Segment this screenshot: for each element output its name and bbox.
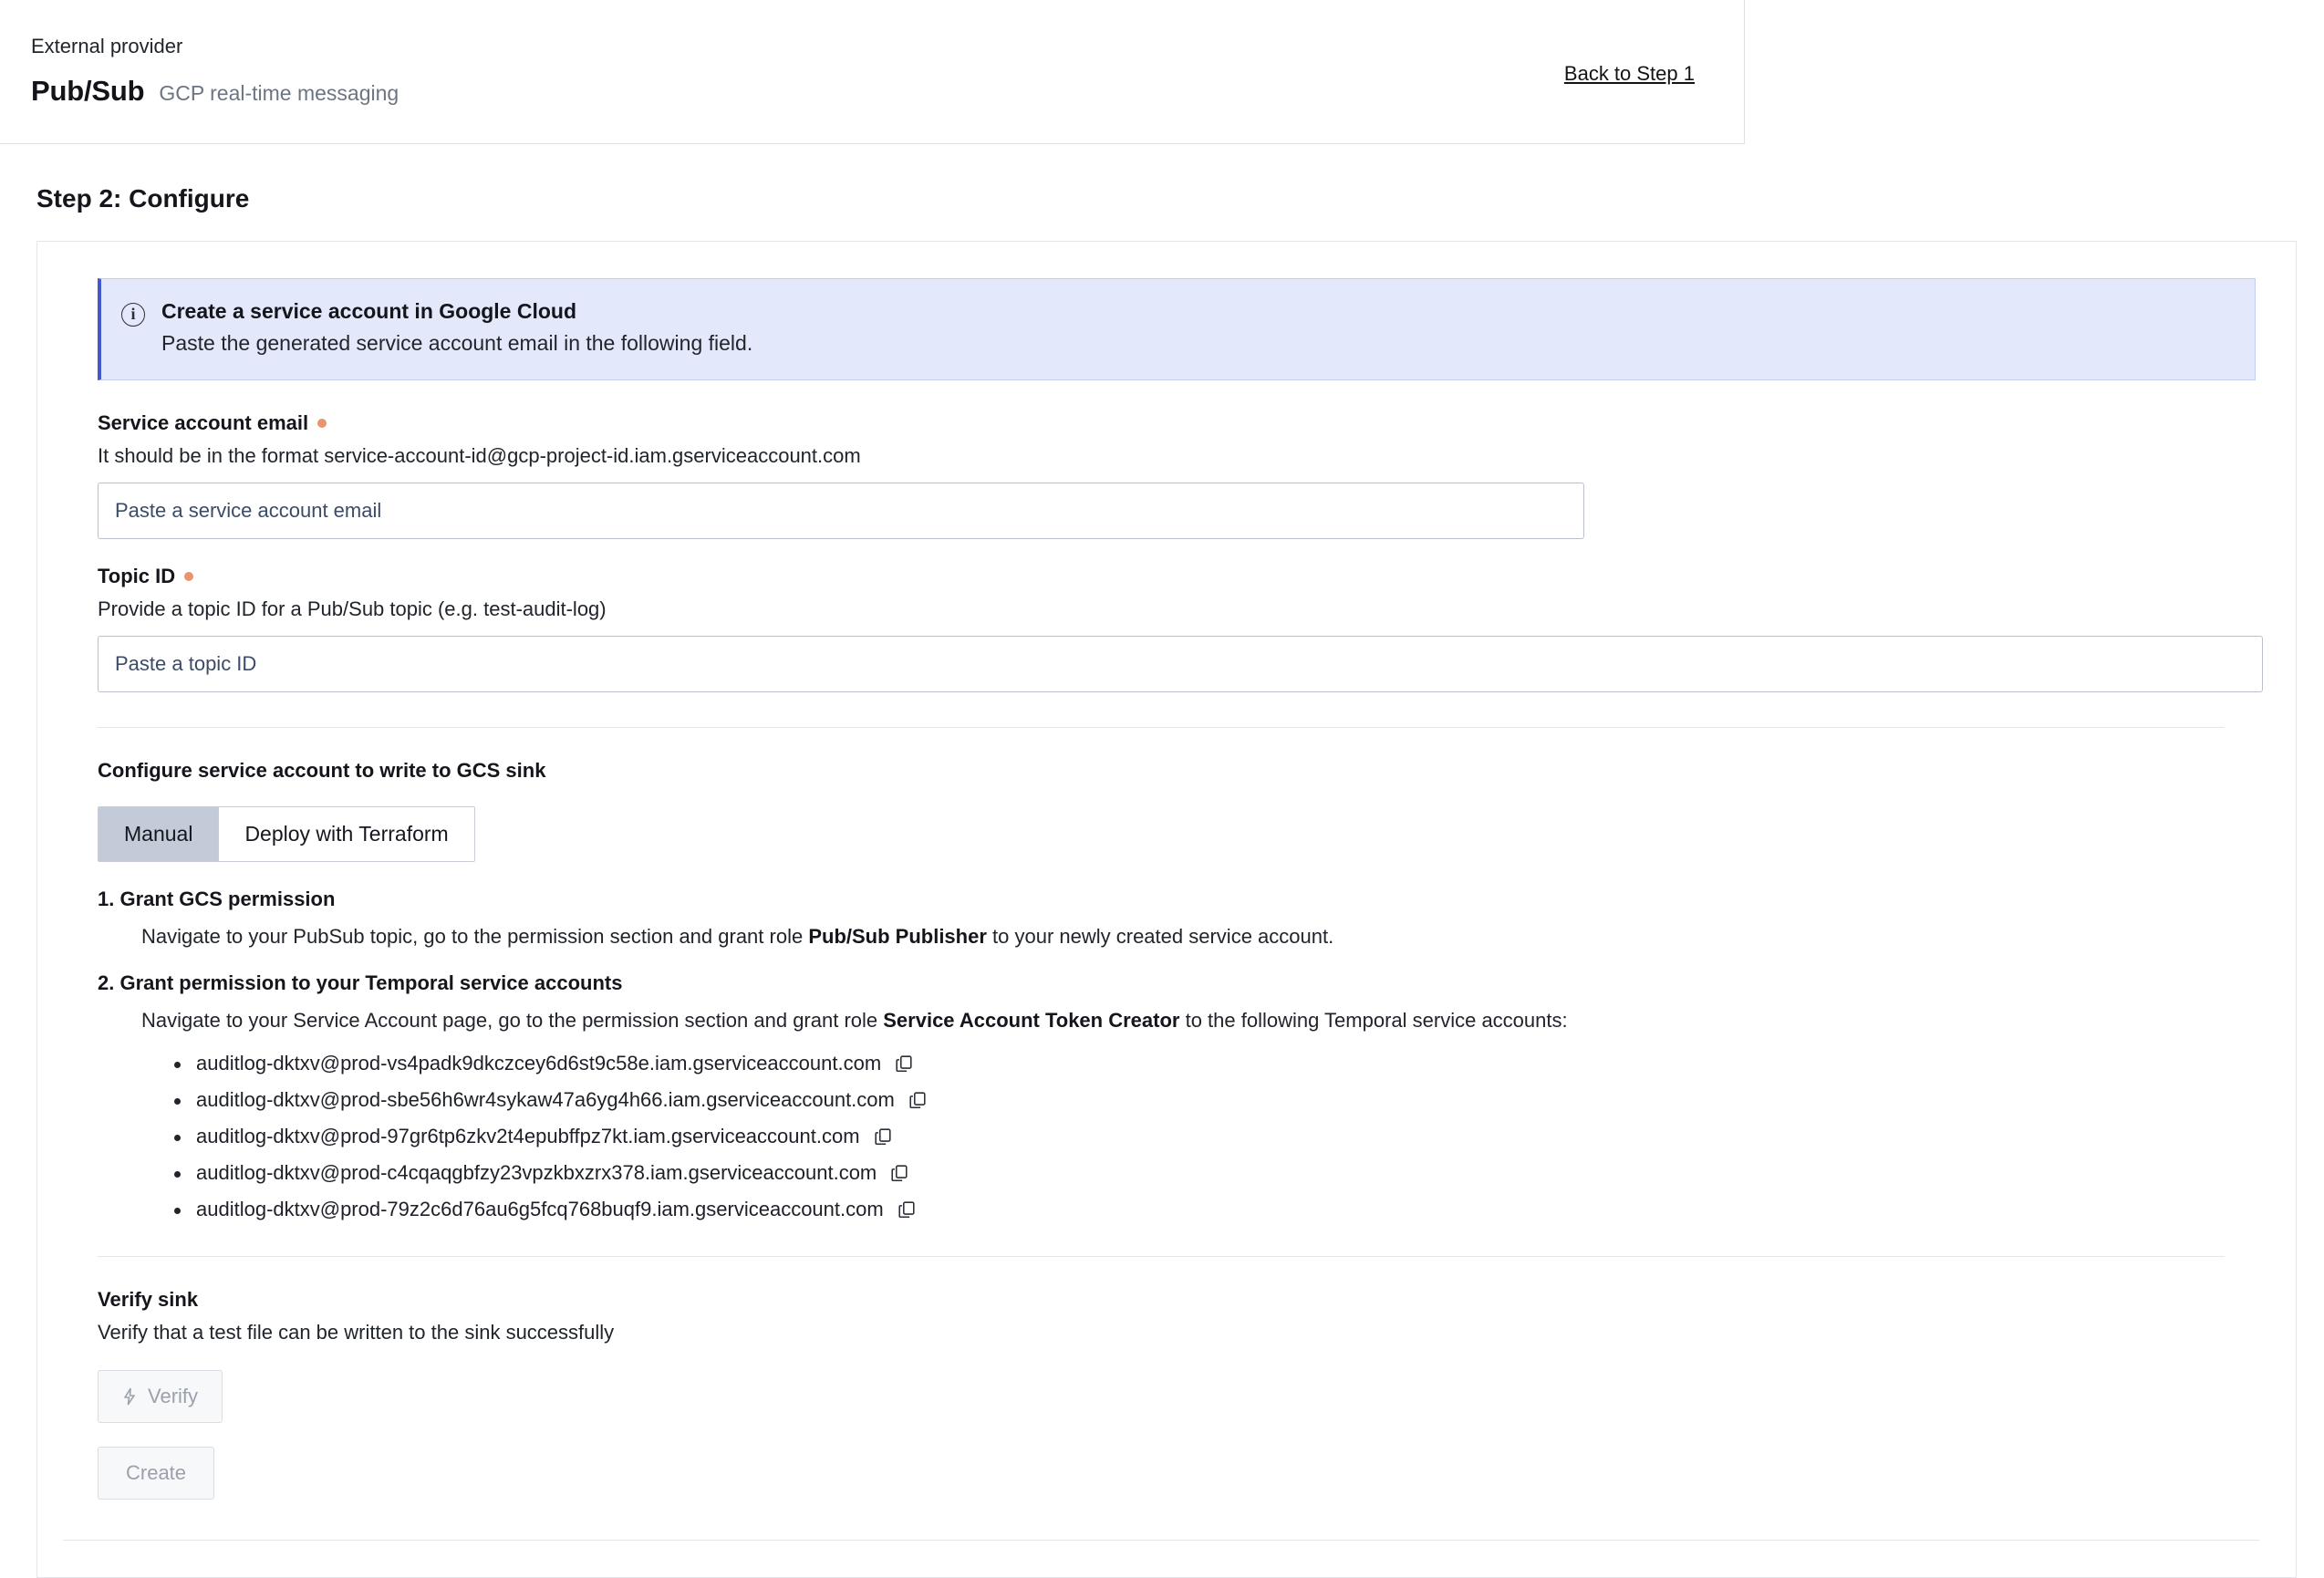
service-account-email-value: auditlog-dktxv@prod-97gr6tp6zkv2t4epubffpz7kt.iam.gserviceaccount.com (196, 1124, 860, 1147)
service-account-email-value: auditlog-dktxv@prod-79z2c6d76au6g5fcq768buqf9.iam.gserviceaccount.com (196, 1197, 884, 1220)
service-account-email-value: auditlog-dktxv@prod-c4cqaqgbfzy23vpzkbxzrx378.iam.gserviceaccount.com (196, 1160, 877, 1184)
temporal-service-accounts-list (172, 1052, 2259, 1221)
list-item (172, 1088, 2259, 1112)
list-item (172, 1125, 2259, 1148)
divider (98, 727, 2225, 728)
list-item (172, 1161, 2259, 1185)
required-dot-icon (317, 419, 327, 428)
topic-id-hint: Provide a topic ID for a Pub/Sub topic (e.g. test-audit-log) (98, 597, 607, 620)
step-1-number: 1. (98, 888, 115, 910)
service-account-email-value: auditlog-dktxv@prod-sbe56h6wr4sykaw47a6yg4h66.iam.gserviceaccount.com (196, 1087, 895, 1111)
service-account-email-label-row (98, 411, 2259, 435)
provider-header-card (0, 0, 1745, 144)
provider-info (31, 24, 399, 108)
info-banner (98, 278, 2256, 380)
verify-sink-description: Verify that a test file can be written to the sink successfully (98, 1320, 615, 1344)
service-account-email-input[interactable] (98, 483, 1584, 539)
list-item (172, 1052, 2259, 1075)
service-account-email-hint: It should be in the format service-account-id@gcp-project-id.iam.gserviceaccount.com (98, 444, 861, 467)
provider-name: Pub/Sub (31, 75, 145, 107)
service-account-email-label: Service account email (98, 411, 309, 434)
provider-title-row (31, 75, 399, 108)
lightning-bolt-icon (122, 1387, 137, 1406)
step-2-title (98, 971, 2259, 995)
sink-section-title: Configure service account to write to GCS sink (98, 759, 546, 782)
copy-icon[interactable] (897, 1199, 917, 1220)
verify-sink-title: Verify sink (98, 1287, 199, 1311)
step-1-desc-after: to your newly created service account. (986, 925, 1334, 948)
verify-sink-block (98, 1288, 2259, 1500)
info-icon: i (121, 303, 145, 327)
service-account-email-value: auditlog-dktxv@prod-vs4padk9dkczcey6d6st9c58e.iam.gserviceaccount.com (196, 1051, 882, 1074)
info-banner-text (161, 299, 752, 356)
service-account-email-field-block (98, 411, 2259, 539)
sink-config-tabs (98, 806, 475, 862)
card-bottom-divider (63, 1540, 2259, 1541)
step-2-desc-after: to the following Temporal service accounts: (1179, 1008, 1568, 1032)
verify-button-label: Verify (148, 1384, 199, 1407)
step-1-description (141, 922, 2259, 951)
configure-card-body (37, 242, 2296, 1577)
step-1-title-text: Grant GCS permission (119, 888, 336, 910)
provider-subtitle: GCP real-time messaging (159, 81, 399, 105)
step-2-desc-role: Service Account Token Creator (883, 1008, 1180, 1032)
step-1-desc-before: Navigate to your PubSub topic, go to the permission section and grant role (141, 925, 809, 948)
step-grant-gcs-permission (98, 888, 2259, 951)
step-grant-temporal-permission (98, 971, 2259, 1221)
tab-manual[interactable]: Manual (99, 807, 219, 861)
step-2-title-text: Grant permission to your Temporal service accounts (119, 971, 623, 994)
provider-eyebrow: External provider (31, 35, 183, 57)
step-2-desc-before: Navigate to your Service Account page, go to the permission section and grant role (141, 1008, 884, 1032)
topic-id-field-block (98, 565, 2259, 692)
info-banner-title: Create a service account in Google Cloud (161, 299, 577, 323)
back-to-step-1-link[interactable]: Back to Step 1 (1563, 62, 1695, 85)
page-title: Step 2: Configure (36, 184, 250, 213)
required-dot-icon (184, 572, 193, 581)
copy-icon[interactable] (889, 1163, 909, 1183)
step-2-number: 2. (98, 971, 115, 994)
create-button[interactable] (98, 1447, 214, 1500)
configure-card (36, 241, 2297, 1578)
divider (98, 1256, 2225, 1257)
topic-id-label: Topic ID (98, 565, 176, 587)
topic-id-label-row (98, 565, 2259, 588)
step-1-desc-role: Pub/Sub Publisher (808, 925, 987, 948)
copy-icon[interactable] (908, 1090, 928, 1110)
copy-icon[interactable] (873, 1126, 893, 1147)
copy-icon[interactable] (894, 1054, 914, 1074)
topic-id-input[interactable] (98, 636, 2263, 692)
manual-steps-list (98, 888, 2259, 1221)
verify-button[interactable] (98, 1370, 223, 1423)
info-banner-body: Paste the generated service account email in the following field. (161, 331, 753, 355)
create-button-label: Create (126, 1460, 187, 1484)
tab-deploy-with-terraform[interactable]: Deploy with Terraform (219, 807, 473, 861)
step-2-description (141, 1006, 2259, 1035)
step-1-title (98, 888, 2259, 911)
list-item (172, 1198, 2259, 1221)
